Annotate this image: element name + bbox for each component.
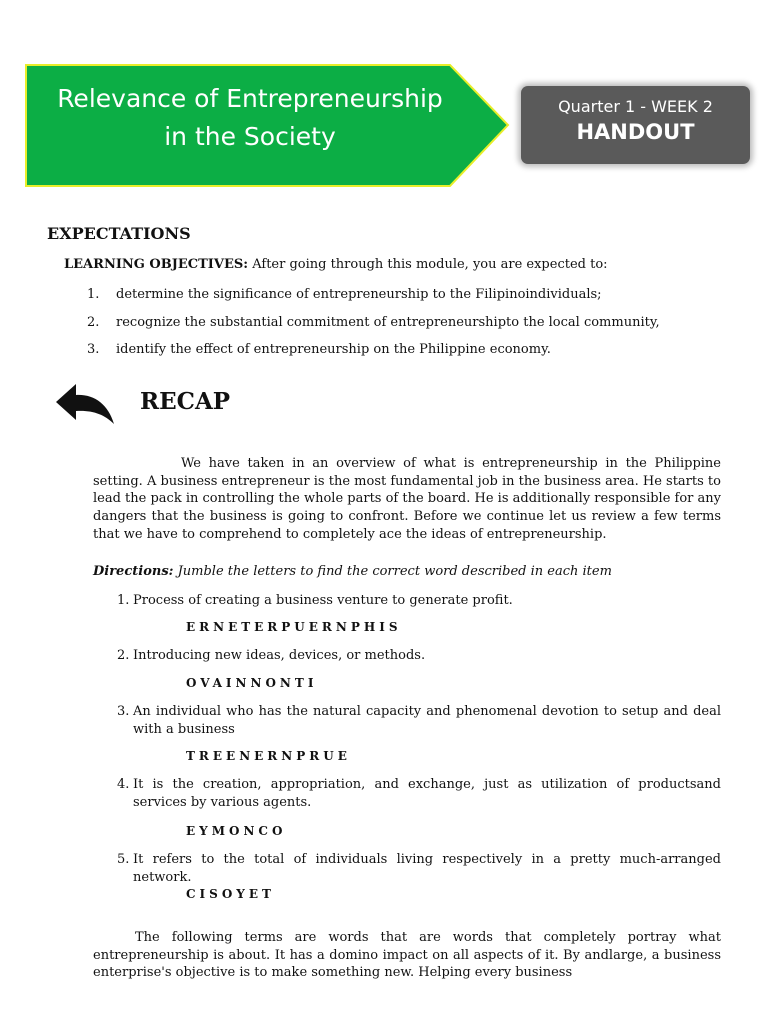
objective-text: determine the significance of entrepreneurship to the Filipinoindividuals; <box>116 287 602 302</box>
recap-paragraph <box>93 455 721 544</box>
closing-paragraph <box>93 929 721 982</box>
objective-item <box>87 315 727 330</box>
learning-objectives-text: After going through this module, you are expected to: <box>252 257 608 272</box>
page-title-line-1: Relevance of Entrepreneurship <box>57 84 443 113</box>
objective-item <box>87 287 727 302</box>
objective-number: 1. <box>87 287 100 302</box>
page-title-line-2: in the Society <box>164 122 336 151</box>
recap-heading: RECAP <box>140 388 231 415</box>
objective-number: 2. <box>87 315 100 330</box>
handout-label: HANDOUT <box>576 120 695 144</box>
quiz-item-number: 3. <box>117 704 130 719</box>
quiz-item-number: 4. <box>117 777 130 792</box>
learning-objectives-intro <box>64 257 608 272</box>
quiz-item-text: Process of creating a business venture to generate profit. <box>133 593 513 608</box>
handout-badge <box>521 86 750 164</box>
page-title <box>28 80 472 156</box>
quiz-item <box>117 592 721 610</box>
quiz-item <box>117 647 721 665</box>
objective-number: 3. <box>87 342 100 357</box>
quarter-week-label: Quarter 1 - WEEK 2 <box>558 97 713 116</box>
curved-back-arrow-icon <box>54 382 118 428</box>
objective-item <box>87 342 727 357</box>
quiz-item <box>117 776 721 811</box>
objective-text: identify the effect of entrepreneurship on the Philippine economy. <box>116 342 551 357</box>
jumbled-word: EYMONCO <box>186 824 287 838</box>
quiz-item-text: Introducing new ideas, devices, or methods. <box>133 648 426 663</box>
quiz-item-text: It is the creation, appropriation, and exchange, just as utilization of productsand services by various agents. <box>133 777 721 810</box>
jumbled-word: ERNETERPUERNPHIS <box>186 620 402 634</box>
quiz-item-number: 5. <box>117 852 130 867</box>
directions-text: Jumble the letters to find the correct word described in each item <box>173 564 612 579</box>
jumbled-word: TREENERNPRUE <box>186 749 351 763</box>
jumbled-word: CISOYET <box>186 887 275 901</box>
directions-label: Directions: <box>93 564 174 579</box>
objective-text: recognize the substantial commitment of entrepreneurshipto the local community, <box>116 315 660 330</box>
closing-paragraph-text: The following terms are words that are words that completely portray what entrepreneurship is about. It has a domino impact on all aspects of it. By andlarge, a business enterprise's objective is to make something new. Helping every business <box>93 930 721 981</box>
quiz-item-text: It refers to the total of individuals living respectively in a pretty much-arranged network. <box>133 852 721 885</box>
expectations-heading: EXPECTATIONS <box>47 224 191 243</box>
quiz-item <box>117 703 721 738</box>
recap-paragraph-text: We have taken in an overview of what is entrepreneurship in the Philippine setting. A business entrepreneur is the most fundamental job in the business area. He starts to lead the pack in controlling the whole parts of the board. He is additionally responsible for any dangers that the business is going to confront. Before we continue let us review a few terms that we have to comprehend to completely ace the ideas of entrepreneurship. <box>93 456 721 542</box>
learning-objectives-label: LEARNING OBJECTIVES: <box>64 257 249 272</box>
quiz-item <box>117 851 721 886</box>
jumbled-word: OVAINNONTI <box>186 676 318 690</box>
quiz-item-number: 2. <box>117 648 130 663</box>
quiz-item-text: An individual who has the natural capacity and phenomenal devotion to setup and deal with a business <box>133 704 721 737</box>
directions <box>93 564 612 579</box>
quiz-item-number: 1. <box>117 593 130 608</box>
